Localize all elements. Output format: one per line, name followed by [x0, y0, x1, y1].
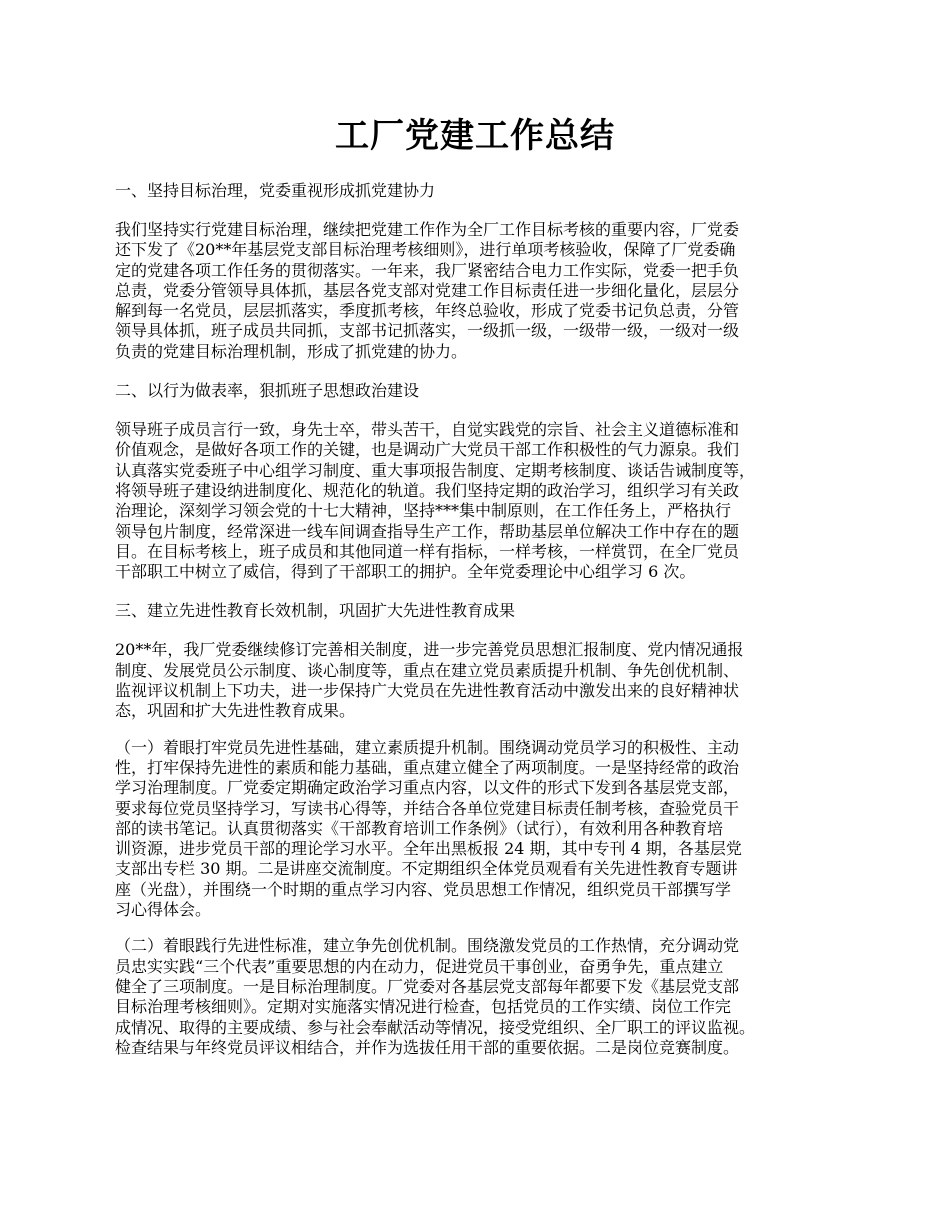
section-paragraph: （二）着眼践行先进性标准，建立争先创优机制。围绕激发党员的工作热情，充分调动党 员忠实实践“三个代表”重要思想的内在动力，促进党员干事创业，奋勇争先，重点建立 健全了三项制度。一是目标治理制度。厂党委对各基层党支部每年都要下发《基层党支部 目标治理考核细则》。定期对实施落实情况进行检查，包括党员的工作实绩、岗位工作完 成情况、取得的主要成绩、参与社会奉献活动等情况，接受党组织、全厂职工的评议监视。 检查结果与年终党员评议相结合，并作为选拔任用干部的重要依据。二是岗位竞赛制度。: [115, 936, 756, 1057]
section-heading: 二、以行为做表率，狠抓班子思想政治建设: [115, 381, 420, 401]
section-paragraph: 20**年，我厂党委继续修订完善相关制度，进一步完善党员思想汇报制度、党内情况通报 制度、发展党员公示制度、谈心制度等，重点在建立党员素质提升机制、争先创优机制、 监视评议机制上下功夫，进一步保持广大党员在先进性教育活动中激发出来的良好精神状 态，巩固和扩大先进性教育成果。: [115, 640, 744, 721]
document-body: [115, 178, 847, 1074]
section-paragraph: （一）着眼打牢党员先进性基础，建立素质提升机制。围绕调动党员学习的积极性、主动 性，打牢保持先进性的素质和能力基础，重点建立健全了两项制度。一是坚持经常的政治 学习治理制度。厂党委定期确定政治学习重点内容，以文件的形式下发到各基层党支部， 要求每位党员坚持学习，写读书心得等，并结合各单位党建目标责任制考核，查验党员干 部的读书笔记。认真贯彻落实《干部教育培训工作条例》（试行），有效利用各种教育培 训资源，进步党员干部的理论学习水平。全年出黑板报 24 期，其中专刊 4 期，各基层党 支部出专栏 30 期。二是讲座交流制度。不定期组织全体党员观看有关先进性教育专题讲 座（光盘），并围绕一个时期的重点学习内容、党员思想工作情况，组织党员干部撰写学 习心得体会。: [115, 737, 742, 920]
section-heading: 一、坚持目标治理，党委重视形成抓党建协力: [115, 181, 436, 200]
section-paragraph: 我们坚持实行党建目标治理，继续把党建工作作为全厂工作目标考核的重要内容，厂党委 还下发了《20**年基层党支部目标治理考核细则》，进行单项考核验收，保障了厂党委确 定的党建各项工作任务的贯彻落实。一年来，我厂紧密结合电力工作实际，党委一把手负 总责，党委分管领导具体抓，基层各党支部对党建工作目标责任进一步细化量化，层层分 解到每一名党员，层层抓落实，季度抓考核，年终总验收，形成了党委书记负总责，分管 领导具体抓，班子成员共同抓，支部书记抓落实，一级抓一级，一级带一级，一级对一级 负责的党建目标治理机制，形成了抓党建的协力。: [115, 220, 740, 361]
section-paragraph: 领导班子成员言行一致，身先士卒，带头苦干，自觉实践党的宗旨、社会主义道德标准和 价值观念，是做好各项工作的关键，也是调动广大党员干部工作积极性的气力源泉。我们 认真落实党委班子中心组学习制度、重大事项报告制度、定期考核制度、谈话告诫制度等， 将领导班子建设纳进制度化、规范化的轨道。我们坚持定期的政治学习，组织学习有关政 治理论，深刻学习领会党的十七大精神，坚持***集中制原则，在工作任务上，严格执行 领导包片制度，经常深进一线车间调查指导生产工作，帮助基层单位解决工作中存在的题 目。在目标考核上，班子成员和其他同道一样有指标，一样考核，一样赏罚，在全厂党员 干部职工中树立了威信，得到了干部职工的拥护。全年党委理论中心组学习 6 次。: [115, 420, 756, 582]
document-title: 工厂党建工作总结: [335, 116, 615, 156]
section-heading: 三、建立先进性教育长效机制，巩固扩大先进性教育成果: [115, 601, 516, 621]
